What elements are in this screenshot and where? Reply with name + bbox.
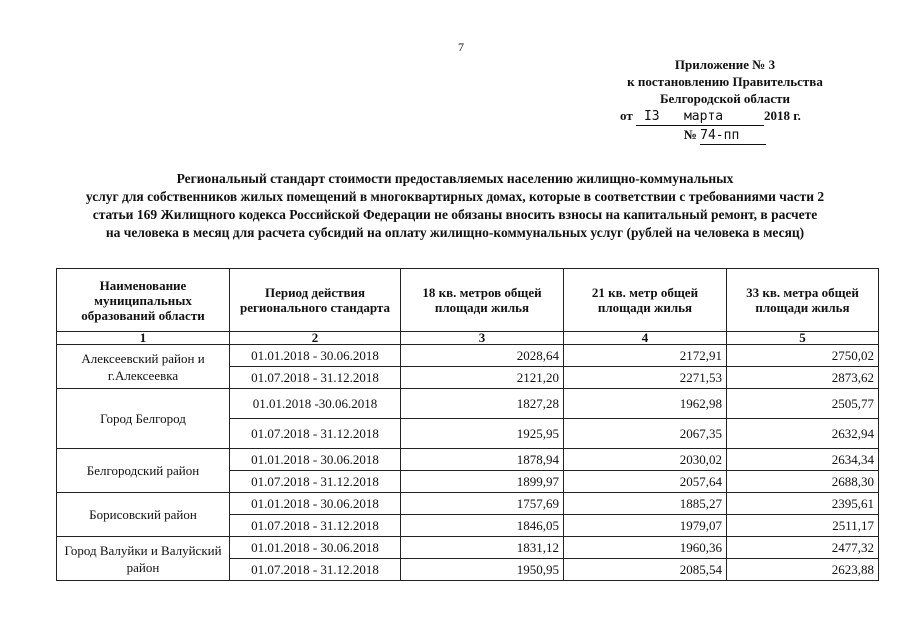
period-cell: 01.07.2018 - 31.12.2018 [230, 559, 401, 581]
value-21-cell: 2030,02 [564, 449, 727, 471]
table-row [57, 345, 879, 367]
value-21-cell: 1960,36 [564, 537, 727, 559]
table-row [57, 537, 879, 559]
period-cell: 01.01.2018 - 30.06.2018 [230, 345, 401, 367]
value-33-cell: 2477,32 [727, 537, 879, 559]
region-cell: Город Белгород [57, 389, 230, 449]
value-33-cell: 2395,61 [727, 493, 879, 515]
value-18-cell: 2028,64 [401, 345, 564, 367]
region-cell: Город Валуйки и Валуйский район [57, 537, 230, 581]
header-21sqm: 21 кв. метр общей площади жилья [564, 269, 727, 332]
value-33-cell: 2511,17 [727, 515, 879, 537]
value-21-cell: 1885,27 [564, 493, 727, 515]
value-18-cell: 1925,95 [401, 419, 564, 449]
column-number-row [57, 332, 879, 345]
date-day: I3 [636, 108, 684, 126]
value-18-cell: 1878,94 [401, 449, 564, 471]
date-from-label: от [620, 108, 633, 123]
appendix-block [580, 56, 870, 145]
value-18-cell: 1899,97 [401, 471, 564, 493]
table-header-row [57, 269, 879, 332]
period-cell: 01.01.2018 - 30.06.2018 [230, 537, 401, 559]
value-18-cell: 1831,12 [401, 537, 564, 559]
title-line: на человека в месяц для расчета субсидий на оплату жилищно-коммунальных услуг (рублей на человека в месяц) [105, 225, 805, 240]
header-18sqm: 18 кв. метров общей площади жилья [401, 269, 564, 332]
value-21-cell: 2067,35 [564, 419, 727, 449]
appendix-date-line [580, 107, 870, 126]
period-cell: 01.01.2018 - 30.06.2018 [230, 493, 401, 515]
appendix-number-line [580, 126, 870, 145]
table-row [57, 493, 879, 515]
value-21-cell: 1962,98 [564, 389, 727, 419]
appendix-title: Приложение № 3 [674, 57, 776, 72]
value-18-cell: 2121,20 [401, 367, 564, 389]
region-cell: Борисовский район [57, 493, 230, 537]
document-number: 74-пп [700, 127, 766, 145]
period-cell: 01.07.2018 - 31.12.2018 [230, 367, 401, 389]
period-cell: 01.07.2018 - 31.12.2018 [230, 419, 401, 449]
column-number: 5 [727, 332, 879, 345]
title-line: услуг для собственников жилых помещений в многоквартирных домах, которые в соответствии с требованиями части 2 [85, 189, 825, 204]
period-cell: 01.01.2018 -30.06.2018 [230, 389, 401, 419]
appendix-line-3: Белгородской области [659, 91, 791, 106]
document-title [40, 170, 870, 242]
appendix-line-2: к постановлению Правительства [627, 74, 823, 89]
period-cell: 01.01.2018 - 30.06.2018 [230, 449, 401, 471]
value-33-cell: 2750,02 [727, 345, 879, 367]
value-33-cell: 2505,77 [727, 389, 879, 419]
header-33sqm: 33 кв. метра общей площади жилья [727, 269, 879, 332]
value-21-cell: 1979,07 [564, 515, 727, 537]
value-18-cell: 1827,28 [401, 389, 564, 419]
table-row [57, 449, 879, 471]
column-number: 1 [57, 332, 230, 345]
date-year: 2018 г. [763, 108, 801, 123]
value-21-cell: 2172,91 [564, 345, 727, 367]
column-number: 4 [564, 332, 727, 345]
value-21-cell: 2057,64 [564, 471, 727, 493]
region-cell: Белгородский район [57, 449, 230, 493]
region-cell: Алексеевский район и г.Алексеевка [57, 345, 230, 389]
header-period: Период действия регионального стандарта [230, 269, 401, 332]
value-21-cell: 2085,54 [564, 559, 727, 581]
value-33-cell: 2634,34 [727, 449, 879, 471]
title-line: Региональный стандарт стоимости предоставляемых населению жилищно-коммунальных [176, 171, 734, 186]
number-label: № [683, 127, 697, 142]
period-cell: 01.07.2018 - 31.12.2018 [230, 471, 401, 493]
value-33-cell: 2873,62 [727, 367, 879, 389]
value-18-cell: 1846,05 [401, 515, 564, 537]
page-number: 7 [458, 40, 464, 54]
value-33-cell: 2623,88 [727, 559, 879, 581]
title-line: статьи 169 Жилищного кодекса Российской Федерации не обязаны вносить взносы на капитальный ремонт, в расчете [92, 207, 818, 222]
date-month: марта [684, 108, 764, 126]
table-row [57, 389, 879, 419]
value-33-cell: 2688,30 [727, 471, 879, 493]
column-number: 3 [401, 332, 564, 345]
value-21-cell: 2271,53 [564, 367, 727, 389]
column-number: 2 [230, 332, 401, 345]
value-18-cell: 1757,69 [401, 493, 564, 515]
value-33-cell: 2632,94 [727, 419, 879, 449]
standards-table [56, 268, 879, 581]
period-cell: 01.07.2018 - 31.12.2018 [230, 515, 401, 537]
value-18-cell: 1950,95 [401, 559, 564, 581]
header-municipality: Наименование муниципальных образований области [57, 269, 230, 332]
